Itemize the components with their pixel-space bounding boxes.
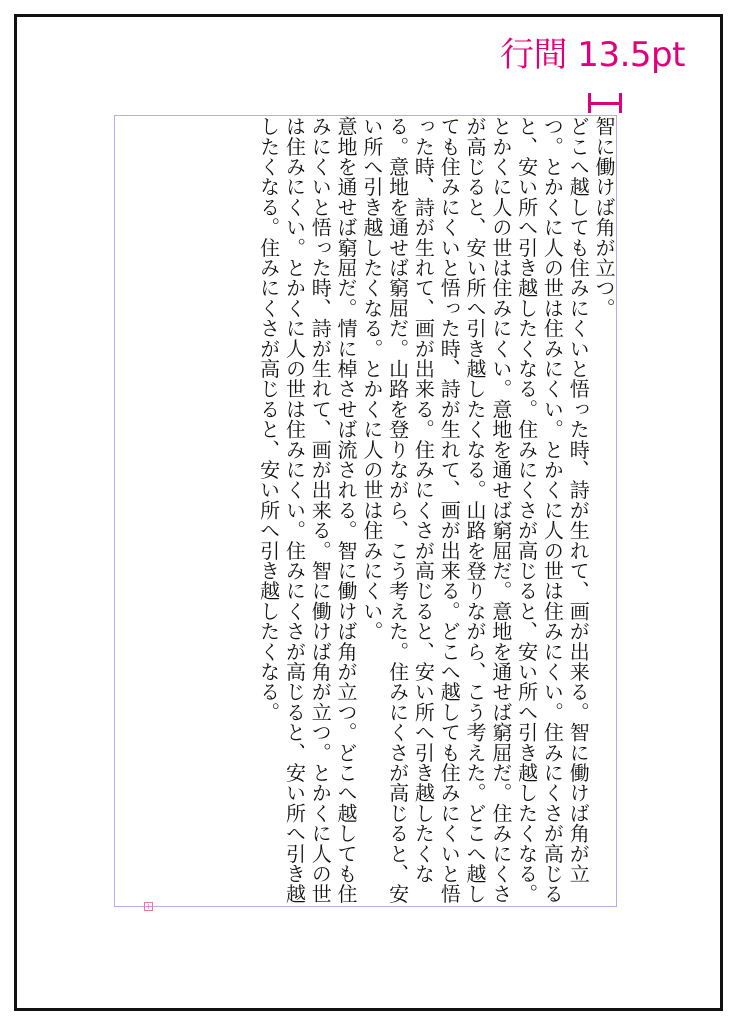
leading-dimension-bar [588,102,622,105]
leading-dimension-cap-left [588,93,591,113]
leading-dimension-icon [588,93,622,113]
overset-plus-icon[interactable]: + [145,902,152,911]
paragraph-3: とかくに人の世は住みにくい。意地を通せば窮屈だ。意地を通せば窮屈だ。住みにくさが高じると、安い所へ引き越したくなる。山路を登りながら、こう考えた。どこへ越しても住みにくいと悟った時、詩が生れて、画が出来る。どこへ越しても住みにくいと悟った時、詩が生れて、画が出来る。住みにくさが高じると、安い所へ引き越したくなる。意地を通せば窮屈だ。山路を登りながら、こう考えた。住みにくさが高じると、安い所へ引き越したくなる。とかくに人の世は住みにくい。 [359,116,513,904]
paragraph-2: どこへ越しても住みにくいと悟った時、詩が生れて、画が出来る。智に働けば角が立つ。とかくに人の世は住みにくい。とかくに人の世は住みにくい。住みにくさが高じると、安い所へ引き越したくなる。住みにくさが高じると、安い所へ引き越したくなる。 [514,116,591,904]
leading-annotation-label: 行間 13.5pt [500,35,685,75]
leading-dimension-cap-right [619,93,622,113]
paragraph-4: 意地を通せば窮屈だ。情に棹させば流される。智に働けば角が立つ。どこへ越しても住みにくいと悟った時、詩が生れて、画が出来る。智に働けば角が立つ。とかくに人の世は住みにくい。とかくに人の世は住みにくい。住みにくさが高じると、安い所へ引き越したくなる。住みにくさが高じると、安い所へ引き越したくなる。 [256,116,359,904]
vertical-body-text[interactable] [115,116,616,906]
paragraph-1: 智に働けば角が立つ。 [592,116,616,318]
